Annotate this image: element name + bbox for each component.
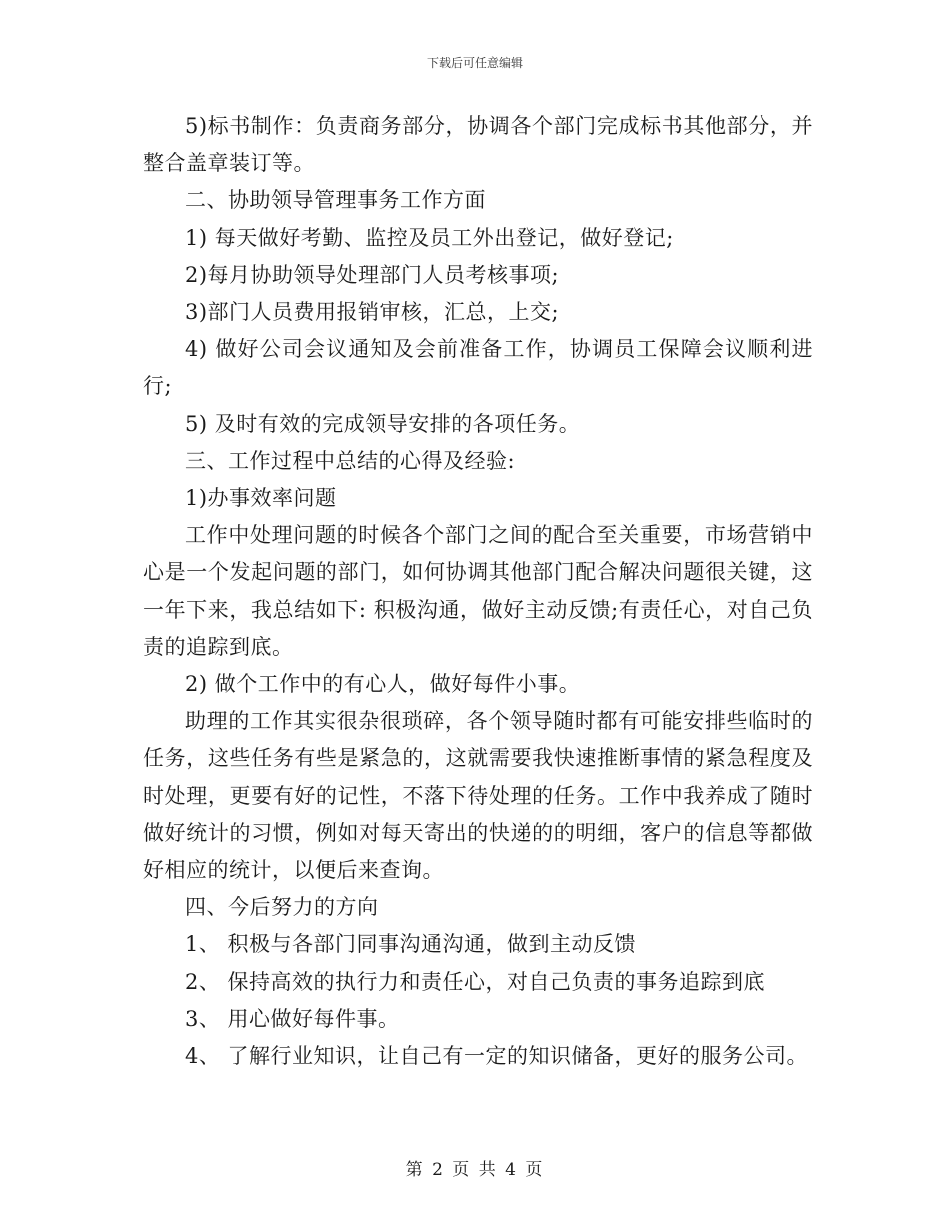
list-item: 1) 每天做好考勤、监控及员工外出登记，做好登记;: [185, 225, 674, 250]
section-heading-3: 三、工作过程中总结的心得及经验:: [185, 448, 516, 473]
list-item: 1、 积极与各部门同事沟通沟通，做到主动反馈: [185, 932, 637, 957]
list-item: 4) 做好公司会议通知及会前准备工作，协调员工保障会议顺利进行;: [143, 337, 813, 399]
section-heading-4: 四、今后努力的方向: [185, 895, 379, 920]
list-item: 3)部门人员费用报销审核，汇总，上交;: [185, 300, 560, 325]
paragraph-bid-preparation: 5)标书制作：负责商务部分，协调各个部门完成标书其他部分，并整合盖章装订等。: [143, 114, 813, 176]
subheading-efficiency: 1)办事效率问题: [185, 486, 337, 511]
list-item: 5) 及时有效的完成领导安排的各项任务。: [185, 411, 581, 436]
page-number: 第 2 页 共 4 页: [405, 1160, 545, 1180]
list-item: 2)每月协助领导处理部门人员考核事项;: [185, 262, 560, 287]
list-item: 4、 了解行业知识，让自己有一定的知识储备，更好的服务公司。: [185, 1044, 809, 1069]
header-note: 下载后可任意编辑: [426, 56, 523, 70]
list-item: 3、 用心做好每件事。: [185, 1006, 400, 1031]
document-body: [143, 108, 813, 1075]
list-item: 2、 保持高效的执行力和责任心，对自己负责的事务追踪到底: [185, 969, 766, 994]
section-heading-2: 二、协助领导管理事务工作方面: [185, 188, 486, 213]
paragraph-assistant-work: 助理的工作其实很杂很琐碎，各个领导随时都有可能安排些临时的任务，这些任务有些是紧急的，这就需要我快速推断事情的紧急程度及时处理，更要有好的记性，不落下待处理的任务。工作中我养成了随时做好统计的习惯，例如对每天寄出的快递的的明细，客户的信息等都做好相应的统计，以便后来查询。: [143, 709, 813, 883]
paragraph-efficiency: 工作中处理问题的时候各个部门之间的配合至关重要，市场营销中心是一个发起问题的部门，如何协调其他部门配合解决问题很关键，这一年下来，我总结如下: 积极沟通，做好主动反馈;有责任心，对自己负责的追踪到底。: [143, 523, 813, 659]
subheading-attentive: 2) 做个工作中的有心人，做好每件小事。: [185, 672, 581, 697]
